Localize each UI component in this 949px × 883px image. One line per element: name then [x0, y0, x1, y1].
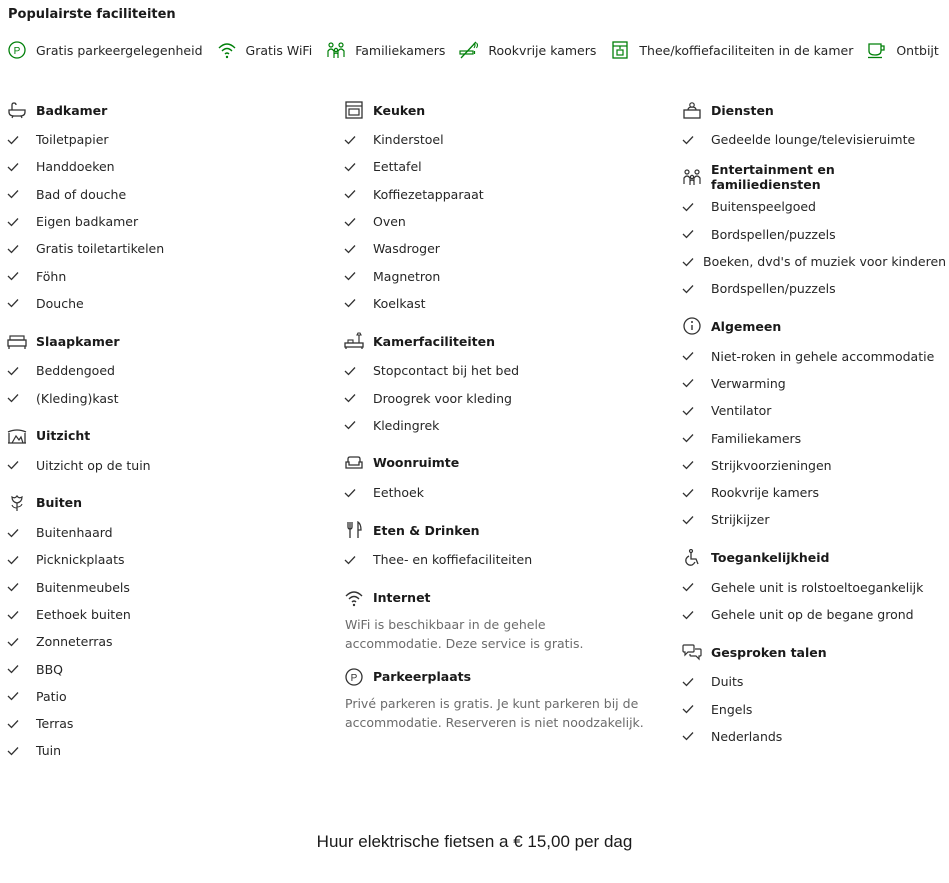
- checkmark-icon: [344, 488, 364, 498]
- list-item: [344, 235, 664, 262]
- section-description: Privé parkeren is gratis. Je kunt parkeren bij de accommodatie. Reserveren is niet noodzakelijk.: [345, 695, 644, 730]
- list-item: [682, 601, 944, 628]
- checkmark-icon: [344, 366, 364, 376]
- list-item-label: Buitenspeelgoed: [711, 199, 816, 215]
- popular-item-breakfast: [867, 40, 938, 60]
- checkmark-icon: [7, 162, 27, 172]
- section-title: Eten & Drinken: [373, 522, 480, 538]
- checkmark-icon: [682, 257, 694, 267]
- popular-item-label: Familiekamers: [355, 42, 446, 58]
- list-item-label: Eettafel: [373, 159, 422, 175]
- checkmark-icon: [682, 582, 702, 592]
- section-items: [682, 574, 944, 629]
- list-item: [682, 126, 944, 153]
- checkmark-icon: [7, 555, 27, 565]
- section-header: [344, 451, 664, 475]
- checkmark-icon: [7, 664, 27, 674]
- list-item: [682, 342, 944, 369]
- view-icon: [7, 426, 27, 446]
- checkmark-icon: [682, 515, 702, 525]
- section-title: Entertainment en familiediensten: [711, 162, 835, 193]
- list-item-label: Koffiezetapparaat: [373, 186, 484, 202]
- list-item: [7, 683, 327, 710]
- list-item: [682, 668, 944, 695]
- section-slaapkamer: [7, 329, 327, 412]
- list-item: [682, 424, 944, 451]
- list-item: [682, 275, 944, 302]
- list-item: [7, 519, 327, 546]
- fork-knife-icon: [344, 520, 364, 540]
- list-item: [344, 479, 664, 506]
- list-item-label: Boeken, dvd's of muziek voor kinderen: [703, 254, 947, 270]
- list-item: [7, 574, 327, 601]
- list-item: [7, 628, 327, 655]
- list-item: [7, 601, 327, 628]
- list-item: [7, 357, 327, 384]
- section-items: [344, 546, 664, 573]
- checkmark-icon: [344, 189, 364, 199]
- section-header: [682, 640, 944, 664]
- coffee-machine-icon: [610, 40, 630, 60]
- checkmark-icon: [682, 460, 702, 470]
- list-item-label: Douche: [36, 295, 84, 311]
- section-entertainment: [682, 162, 947, 302]
- list-item: [7, 153, 327, 180]
- section-header: [682, 98, 944, 122]
- list-item: [682, 695, 944, 722]
- section-title: Parkeerplaats: [373, 669, 472, 685]
- list-item: [344, 262, 664, 289]
- list-item: [7, 710, 327, 737]
- list-item-label: Kinderstoel: [373, 132, 444, 148]
- checkmark-icon: [7, 691, 27, 701]
- list-item: [7, 655, 327, 682]
- section-title: Internet: [373, 590, 431, 606]
- list-item-label: Terras: [36, 716, 74, 732]
- checkmark-icon: [7, 582, 27, 592]
- checkmark-icon: [682, 731, 702, 741]
- checkmark-icon: [682, 229, 702, 239]
- section-parkeerplaats: [344, 665, 664, 732]
- section-diensten: [682, 98, 944, 153]
- list-item: [682, 574, 944, 601]
- list-item: [682, 193, 944, 220]
- section-eten-drinken: [344, 518, 664, 573]
- list-item-label: Toiletpapier: [36, 132, 109, 148]
- list-item: [344, 290, 664, 317]
- list-item-label: Engels: [711, 701, 753, 717]
- section-header: [344, 329, 664, 353]
- speech-bubbles-icon: [682, 642, 702, 662]
- list-item: [344, 384, 664, 411]
- checkmark-icon: [344, 420, 364, 430]
- list-item-label: Familiekamers: [711, 430, 802, 446]
- section-header: [7, 424, 327, 448]
- list-item: [7, 262, 327, 289]
- section-header: [344, 665, 664, 689]
- family-icon: [682, 167, 702, 187]
- checkmark-icon: [7, 719, 27, 729]
- bathtub-icon: [7, 100, 27, 120]
- section-title: Badkamer: [36, 102, 108, 118]
- section-items: [682, 342, 944, 533]
- section-title: Uitzicht: [36, 428, 91, 444]
- popular-item-label: Ontbijt: [896, 42, 939, 58]
- checkmark-icon: [7, 189, 27, 199]
- no-smoking-icon: [459, 40, 479, 60]
- footer-note: Huur elektrische fietsen a € 15,00 per dag: [316, 832, 633, 851]
- bed-icon: [7, 331, 27, 351]
- list-item-label: Bordspellen/puzzels: [711, 226, 836, 242]
- list-item-label: Föhn: [36, 268, 67, 284]
- popular-facilities-title: Populairste faciliteiten: [8, 7, 176, 22]
- popular-item-wifi: [217, 40, 313, 60]
- list-item: [7, 384, 327, 411]
- checkmark-icon: [682, 488, 702, 498]
- list-item-label: Oven: [373, 214, 406, 230]
- section-description: WiFi is beschikbaar in de gehele accommodatie. Deze service is gratis.: [345, 616, 584, 651]
- list-item: [7, 126, 327, 153]
- checkmark-icon: [7, 393, 27, 403]
- room-facilities-icon: [344, 331, 364, 351]
- checkmark-icon: [682, 406, 702, 416]
- section-title: Algemeen: [711, 318, 782, 334]
- section-header: [682, 546, 944, 570]
- section-header: [344, 586, 664, 610]
- checkmark-icon: [344, 162, 364, 172]
- checkmark-icon: [7, 298, 27, 308]
- list-item-label: Ventilator: [711, 403, 772, 419]
- list-item: [7, 181, 327, 208]
- list-item: [7, 290, 327, 317]
- list-item-label: Uitzicht op de tuin: [36, 457, 151, 473]
- popular-item-family-rooms: [326, 40, 445, 60]
- list-item: [682, 506, 944, 533]
- section-buiten: [7, 491, 327, 765]
- popular-item-label: Rookvrije kamers: [488, 42, 597, 58]
- section-header: [682, 162, 944, 193]
- section-internet: [344, 586, 664, 653]
- list-item: [682, 248, 947, 275]
- checkmark-icon: [682, 677, 702, 687]
- checkmark-icon: [344, 298, 364, 308]
- section-items: [682, 668, 944, 750]
- list-item: [344, 546, 664, 573]
- list-item-label: Gehele unit op de begane grond: [711, 607, 914, 622]
- checkmark-icon: [7, 746, 27, 756]
- list-item-label: Gedeelde lounge/televisieruimte: [711, 132, 916, 148]
- list-item-label: Strijkvoorzieningen: [711, 457, 832, 473]
- section-header: [344, 518, 664, 542]
- list-item-label: Bordspellen/puzzels: [711, 281, 836, 297]
- checkmark-icon: [682, 202, 702, 212]
- checkmark-icon: [682, 704, 702, 714]
- section-gesproken-talen: [682, 640, 944, 750]
- section-header: [682, 314, 944, 338]
- list-item: [682, 221, 944, 248]
- checkmark-icon: [682, 135, 702, 145]
- popular-item-label: Thee/koffiefaciliteiten in de kamer: [639, 42, 854, 58]
- list-item-label: Buitenhaard: [36, 525, 113, 541]
- list-item: [344, 357, 664, 384]
- sofa-icon: [344, 453, 364, 473]
- facilities-column-2: [344, 98, 664, 744]
- checkmark-icon: [7, 271, 27, 281]
- section-title: Keuken: [373, 102, 426, 118]
- list-item: [344, 153, 664, 180]
- section-items: [7, 126, 327, 317]
- section-title: Kamerfaciliteiten: [373, 333, 496, 349]
- list-item-label: Eethoek: [373, 485, 424, 501]
- wifi-icon: [344, 588, 364, 608]
- list-item-label: Nederlands: [711, 728, 783, 744]
- checkmark-icon: [344, 555, 364, 565]
- checkmark-icon: [682, 351, 702, 361]
- list-item-label: (Kleding)kast: [36, 390, 119, 406]
- list-item: [344, 208, 664, 235]
- checkmark-icon: [7, 217, 27, 227]
- facilities-column-3: [682, 98, 947, 762]
- section-items: [344, 357, 664, 439]
- wheelchair-icon: [682, 548, 702, 568]
- popular-item-parking: [7, 40, 203, 60]
- list-item-label: Bad of douche: [36, 186, 127, 202]
- section-items: [7, 357, 327, 412]
- list-item: [682, 397, 944, 424]
- list-item-label: Beddengoed: [36, 363, 115, 379]
- oven-icon: [344, 100, 364, 120]
- list-item-label: Gehele unit is rolstoeltoegankelijk: [711, 579, 924, 595]
- facilities-column-1: [7, 98, 327, 777]
- list-item-label: Wasdroger: [373, 241, 440, 257]
- section-keuken: [344, 98, 664, 317]
- list-item: [7, 208, 327, 235]
- list-item-label: Thee- en koffiefaciliteiten: [373, 552, 533, 568]
- checkmark-icon: [7, 460, 27, 470]
- section-header: [7, 98, 327, 122]
- checkmark-icon: [7, 637, 27, 647]
- section-items: [682, 193, 947, 302]
- section-kamerfaciliteiten: [344, 329, 664, 439]
- list-item-label: Koelkast: [373, 295, 426, 311]
- reception-icon: [682, 100, 702, 120]
- list-item-label: Verwarming: [711, 375, 786, 391]
- list-item-label: Rookvrije kamers: [711, 485, 820, 501]
- checkmark-icon: [344, 135, 364, 145]
- list-item-label: Strijkijzer: [711, 512, 770, 528]
- checkmark-icon: [344, 217, 364, 227]
- section-title: Toegankelijkheid: [711, 550, 830, 566]
- section-title: Buiten: [36, 495, 83, 511]
- checkmark-icon: [344, 393, 364, 403]
- list-item-label: Handdoeken: [36, 159, 115, 175]
- list-item: [7, 737, 327, 764]
- list-item: [682, 370, 944, 397]
- checkmark-icon: [682, 378, 702, 388]
- list-item-label: Eethoek buiten: [36, 607, 131, 622]
- list-item-label: Tuin: [36, 743, 62, 759]
- section-header: [344, 98, 664, 122]
- list-item-label: Buitenmeubels: [36, 579, 130, 595]
- list-item-label: Gratis toiletartikelen: [36, 241, 165, 257]
- list-item-label: Kledingrek: [373, 417, 440, 433]
- popular-item-tea-coffee: [610, 40, 853, 60]
- section-badkamer: [7, 98, 327, 317]
- list-item: [344, 412, 664, 439]
- list-item-label: Duits: [711, 674, 744, 690]
- list-item-label: BBQ: [36, 661, 63, 677]
- wifi-icon: [217, 40, 237, 60]
- parking-icon: [7, 40, 27, 60]
- list-item: [682, 723, 944, 750]
- list-item: [344, 181, 664, 208]
- checkmark-icon: [7, 135, 27, 145]
- section-title: Woonruimte: [373, 455, 460, 471]
- flower-icon: [7, 493, 27, 513]
- popular-item-label: Gratis WiFi: [245, 42, 313, 58]
- section-header: [7, 491, 327, 515]
- section-items: [344, 126, 664, 317]
- popular-facilities-row: [7, 40, 949, 60]
- section-items: [344, 479, 664, 506]
- list-item: [344, 126, 664, 153]
- section-title: Diensten: [711, 102, 774, 118]
- list-item: [7, 452, 327, 479]
- list-item: [682, 452, 944, 479]
- info-icon: [682, 316, 702, 336]
- popular-item-label: Gratis parkeergelegenheid: [36, 42, 203, 58]
- section-woonruimte: [344, 451, 664, 506]
- parking-icon: [344, 667, 364, 687]
- section-toegankelijkheid: [682, 546, 944, 629]
- section-title: Slaapkamer: [36, 333, 120, 349]
- list-item: [7, 546, 327, 573]
- checkmark-icon: [7, 528, 27, 538]
- list-item-label: Magnetron: [373, 268, 441, 284]
- svg-text:P: P: [13, 46, 21, 57]
- checkmark-icon: [7, 244, 27, 254]
- list-item-label: Picknickplaats: [36, 552, 125, 568]
- checkmark-icon: [344, 244, 364, 254]
- list-item: [682, 479, 944, 506]
- popular-item-non-smoking: [459, 40, 596, 60]
- checkmark-icon: [682, 433, 702, 443]
- list-item-label: Eigen badkamer: [36, 214, 139, 230]
- section-items: [7, 519, 327, 765]
- list-item-label: Stopcontact bij het bed: [373, 363, 520, 379]
- section-algemeen: [682, 314, 944, 533]
- section-title: Gesproken talen: [711, 644, 827, 660]
- checkmark-icon: [7, 610, 27, 620]
- section-header: [7, 329, 327, 353]
- list-item-label: Droogrek voor kleding: [373, 390, 512, 406]
- checkmark-icon: [7, 366, 27, 376]
- coffee-cup-icon: [867, 40, 887, 60]
- section-uitzicht: [7, 424, 327, 479]
- list-item-label: Zonneterras: [36, 634, 113, 650]
- section-items: [7, 452, 327, 479]
- family-icon: [326, 40, 346, 60]
- checkmark-icon: [682, 610, 702, 620]
- section-items: [682, 126, 944, 153]
- svg-text:P: P: [350, 672, 358, 684]
- checkmark-icon: [682, 284, 702, 294]
- checkmark-icon: [344, 271, 364, 281]
- list-item: [7, 235, 327, 262]
- list-item-label: Patio: [36, 688, 67, 704]
- list-item-label: Niet-roken in gehele accommodatie: [711, 348, 935, 364]
